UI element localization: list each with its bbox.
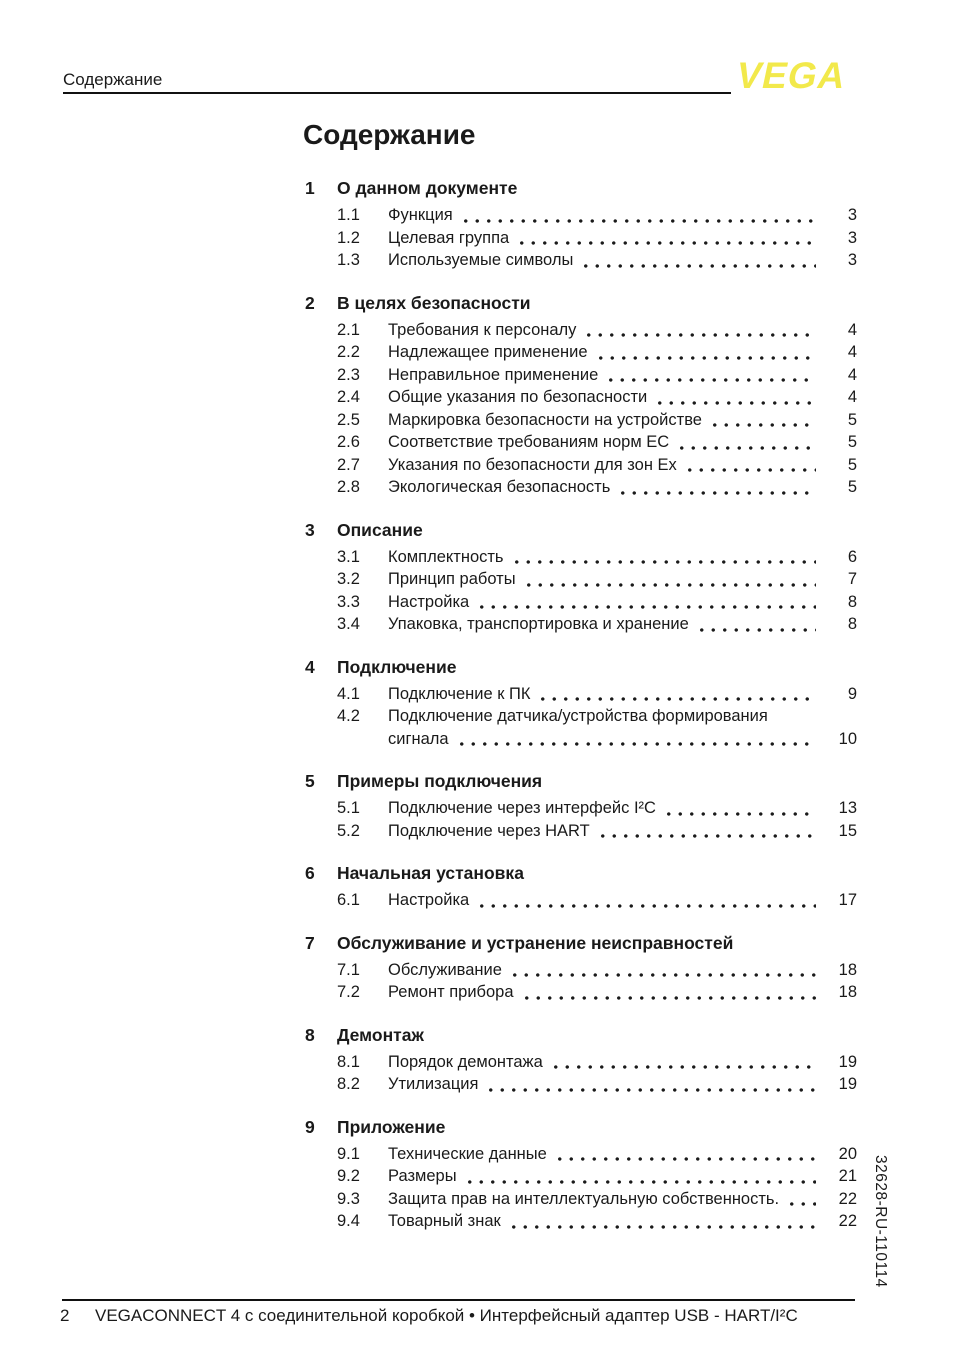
section-items: [305, 1051, 857, 1096]
toc-item-page: 3: [847, 228, 857, 247]
toc-section: [305, 520, 857, 636]
toc-item-title: Целевая группа: [388, 228, 510, 247]
toc-item-line: [388, 319, 857, 342]
toc-item-page: 18: [838, 983, 857, 1001]
toc-item[interactable]: [305, 204, 857, 227]
toc-item-number: 8.1: [337, 1052, 360, 1071]
toc-item-page: 4: [847, 320, 857, 339]
toc-item-body: [388, 981, 857, 1004]
toc-item-number: 1.1: [337, 206, 360, 224]
toc-item-title: сигнала: [388, 729, 449, 748]
toc-item-body: [388, 1188, 857, 1211]
toc-item-page: 21: [838, 1167, 857, 1185]
dot-leader: [615, 483, 816, 499]
dot-leader: [652, 393, 816, 409]
toc-item-number: 9.4: [337, 1212, 360, 1230]
toc-item[interactable]: [305, 386, 857, 409]
toc-item-line: [388, 705, 857, 728]
toc-section-heading[interactable]: [305, 657, 857, 677]
section-items: [305, 889, 857, 912]
toc-item-number: 5.2: [337, 821, 360, 840]
toc-item-title: Указания по безопасности для зон Ex: [388, 455, 677, 474]
section-number: 7: [305, 932, 315, 953]
toc-item-title: Защита прав на интеллектуальную собственность.: [388, 1189, 780, 1208]
toc-item-number: 7.1: [337, 960, 360, 979]
toc-item-line: [388, 1188, 857, 1211]
toc-item-number: 2.7: [337, 455, 360, 474]
toc-item[interactable]: [305, 683, 857, 706]
toc-item-body: [388, 476, 857, 499]
dot-leader: [514, 233, 816, 249]
toc-item-body: [388, 386, 857, 409]
toc-item-number: 9.2: [337, 1167, 360, 1185]
dot-leader: [507, 965, 816, 981]
toc-item-title: Общие указания по безопасности: [388, 388, 648, 406]
toc-item[interactable]: [305, 591, 857, 614]
toc-section-heading[interactable]: [305, 178, 857, 198]
toc-item-page: 6: [847, 547, 857, 566]
toc-item-number: 7.2: [337, 983, 360, 1001]
section-items: [305, 204, 857, 272]
section-number: 4: [305, 656, 315, 677]
section-title: Начальная установка: [337, 863, 524, 883]
section-number: 6: [305, 863, 315, 883]
toc-item-number: 3.1: [337, 547, 360, 566]
toc-item-body: [388, 319, 857, 342]
toc-item-title: Соответствие требованиям норм ЕС: [388, 433, 670, 451]
toc-item[interactable]: [305, 341, 857, 364]
toc-item[interactable]: [305, 454, 857, 477]
dot-leader: [506, 1217, 816, 1233]
running-header: Содержание: [63, 70, 163, 89]
toc-item-page: 19: [838, 1052, 857, 1071]
toc-item-page: 20: [838, 1144, 857, 1163]
toc-item-page: 3: [847, 251, 857, 269]
dot-leader: [521, 575, 816, 591]
dot-leader: [552, 1149, 816, 1165]
toc-item-body: [388, 797, 857, 820]
toc-item[interactable]: [305, 364, 857, 387]
toc-item-body: [388, 1210, 857, 1233]
toc-item-line: [388, 386, 857, 409]
toc-item-line: [388, 227, 857, 250]
toc-item-body: [388, 546, 857, 569]
toc-item[interactable]: [305, 1210, 857, 1233]
toc-item-body: [388, 249, 857, 272]
toc-item[interactable]: [305, 959, 857, 982]
toc-item[interactable]: [305, 820, 857, 843]
toc-item-number: 2.1: [337, 320, 360, 339]
header-rule: [63, 92, 731, 94]
toc-item-page: 5: [847, 478, 857, 496]
toc-item-page: 19: [838, 1075, 857, 1093]
toc-item-line: [388, 1165, 857, 1188]
toc-item[interactable]: [305, 705, 857, 750]
toc-item-title: Порядок демонтажа: [388, 1052, 543, 1071]
toc-item-number: 9.1: [337, 1144, 360, 1163]
section-number: 3: [305, 519, 315, 540]
toc-item-line: [388, 1210, 857, 1233]
dot-leader: [535, 689, 816, 705]
section-items: [305, 959, 857, 1004]
dot-leader: [454, 734, 816, 750]
vega-logo: VEGA: [732, 55, 851, 96]
toc-section: [305, 293, 857, 499]
footer-page-number: 2: [60, 1306, 70, 1325]
toc-item-line: [388, 546, 857, 569]
section-title: Обслуживание и устранение неисправностей: [337, 932, 734, 953]
toc-item-body: [388, 568, 857, 591]
toc-item-line: [388, 341, 857, 364]
toc-item-number: 2.8: [337, 478, 360, 496]
dot-leader: [603, 370, 816, 386]
dot-leader: [462, 1172, 816, 1188]
section-title: Примеры подключения: [337, 771, 543, 791]
toc-item[interactable]: [305, 1165, 857, 1188]
toc-item-title: Настройка: [388, 592, 470, 611]
toc-item-body: [388, 820, 857, 843]
toc-item[interactable]: [305, 319, 857, 342]
toc-item-number: 5.1: [337, 799, 360, 817]
section-number: 9: [305, 1116, 315, 1137]
toc-item-page: 13: [838, 799, 857, 817]
toc-section-heading[interactable]: [305, 771, 857, 791]
toc-item[interactable]: [305, 1143, 857, 1166]
toc-item[interactable]: [305, 227, 857, 250]
toc-item-number: 9.3: [337, 1189, 360, 1208]
dot-leader: [483, 1080, 816, 1096]
toc-item-page: 10: [838, 729, 857, 748]
section-number: 5: [305, 771, 315, 791]
toc-item[interactable]: [305, 797, 857, 820]
toc-item-title: Ремонт прибора: [388, 983, 514, 1001]
toc-item-line: [388, 1143, 857, 1166]
toc-item-body: [388, 889, 857, 912]
toc-item-title: Подключение датчика/устройства формирования: [388, 707, 768, 725]
toc-item-body: [388, 591, 857, 614]
toc-item-title: Функция: [388, 206, 453, 224]
toc-item-line: [388, 613, 857, 636]
toc-item-title: Принцип работы: [388, 570, 516, 588]
dot-leader: [519, 988, 816, 1004]
toc-item-page: 8: [847, 615, 857, 633]
toc-item-number: 2.4: [337, 388, 360, 406]
toc-section-heading[interactable]: [305, 1117, 857, 1137]
toc-item[interactable]: [305, 889, 857, 912]
dot-leader: [661, 804, 816, 820]
toc-item-body: [388, 683, 857, 706]
toc-item-page: 5: [847, 433, 857, 451]
section-title: Демонтаж: [337, 1024, 424, 1045]
toc-item-number: 2.2: [337, 343, 360, 361]
toc-item-page: 8: [847, 592, 857, 611]
toc-item-number: 2.3: [337, 365, 360, 384]
toc-item[interactable]: [305, 1051, 857, 1074]
section-number: 8: [305, 1024, 315, 1045]
toc-item-body: [388, 1143, 857, 1166]
dot-leader: [474, 896, 816, 912]
toc-item-line: [388, 1051, 857, 1074]
toc-item-title: Утилизация: [388, 1075, 479, 1093]
toc-section: [305, 863, 857, 912]
toc-item[interactable]: [305, 476, 857, 499]
toc-item-number: 6.1: [337, 891, 360, 909]
toc-item-number: 3.3: [337, 592, 360, 611]
toc-section: [305, 657, 857, 751]
toc-item-number: 4.2: [337, 707, 360, 725]
toc-item-page: 7: [847, 570, 857, 588]
toc-item-title: Товарный знак: [388, 1212, 501, 1230]
toc-item-title: Подключение к ПК: [388, 684, 531, 703]
toc-item-body: [388, 959, 857, 982]
toc-item-body: [388, 204, 857, 227]
toc-section: [305, 933, 857, 1004]
toc-item-body: [388, 454, 857, 477]
section-items: [305, 683, 857, 751]
toc-item-line: [388, 204, 857, 227]
toc-item-body: [388, 409, 857, 432]
dot-leader: [578, 256, 816, 272]
footer-text: VEGACONNECT 4 с соединительной коробкой • Интерфейсный адаптер USB - HART/I²C: [95, 1306, 798, 1325]
section-title: Подключение: [337, 656, 457, 677]
toc-item-line: [388, 797, 857, 820]
footer-rule: [62, 1299, 855, 1301]
toc-item-title: Используемые символы: [388, 251, 574, 269]
section-items: [305, 1143, 857, 1233]
section-title: Описание: [337, 519, 423, 540]
toc-item-page: 17: [838, 891, 857, 909]
section-title: Приложение: [337, 1116, 446, 1137]
toc-item[interactable]: [305, 613, 857, 636]
toc-item-title: Обслуживание: [388, 960, 502, 979]
dot-leader: [674, 438, 816, 454]
toc-section-heading[interactable]: [305, 1025, 857, 1045]
toc-item-number: 2.6: [337, 433, 360, 451]
dot-leader: [581, 325, 816, 341]
dot-leader: [707, 415, 816, 431]
toc-item-body: [388, 431, 857, 454]
dot-leader: [784, 1194, 816, 1210]
toc-item[interactable]: [305, 546, 857, 569]
toc-item[interactable]: [305, 568, 857, 591]
toc-item-title: Неправильное применение: [388, 365, 599, 384]
toc-section-heading[interactable]: [305, 520, 857, 540]
toc-item-page: 22: [838, 1189, 857, 1208]
toc-item-title: Маркировка безопасности на устройстве: [388, 410, 702, 429]
toc-item-title: Надлежащее применение: [388, 343, 588, 361]
toc-item-page: 4: [847, 388, 857, 406]
toc-item-line: [388, 728, 857, 751]
toc-item-page: 4: [847, 365, 857, 384]
toc-item-page: 4: [847, 343, 857, 361]
toc-item-body: [388, 341, 857, 364]
toc-item[interactable]: [305, 1188, 857, 1211]
toc-item-body: [388, 364, 857, 387]
toc-item-line: [388, 568, 857, 591]
toc-item-page: 15: [838, 821, 857, 840]
toc-item[interactable]: [305, 409, 857, 432]
toc: [305, 157, 857, 1233]
toc-section-heading[interactable]: [305, 293, 857, 313]
toc-item-number: 3.2: [337, 570, 360, 588]
dot-leader: [595, 826, 816, 842]
toc-item-number: 1.3: [337, 251, 360, 269]
toc-item-line: [388, 409, 857, 432]
toc-item[interactable]: [305, 249, 857, 272]
toc-item-title: Размеры: [388, 1167, 457, 1185]
section-number: 2: [305, 292, 315, 313]
section-number: 1: [305, 178, 315, 198]
toc-item-line: [388, 981, 857, 1004]
toc-item-body: [388, 1073, 857, 1096]
toc-section: [305, 178, 857, 272]
toc-item[interactable]: [305, 431, 857, 454]
toc-item-page: 5: [847, 455, 857, 474]
toc-section-heading[interactable]: [305, 933, 857, 953]
toc-item-body: [388, 1051, 857, 1074]
dot-leader: [509, 552, 816, 568]
toc-item-line: [388, 959, 857, 982]
dot-leader: [548, 1057, 816, 1073]
section-title: О данном документе: [337, 178, 518, 198]
toc-item-line: [388, 683, 857, 706]
toc-item-body: [388, 613, 857, 636]
toc-item-page: 22: [838, 1212, 857, 1230]
toc-section: [305, 1025, 857, 1096]
toc-item-line: [388, 820, 857, 843]
toc-item-line: [388, 454, 857, 477]
toc-item-line: [388, 431, 857, 454]
toc-item[interactable]: [305, 981, 857, 1004]
toc-section: [305, 1117, 857, 1233]
page-title: Содержание: [303, 119, 476, 150]
toc-item-title: Комплектность: [388, 547, 504, 566]
toc-item-title: Подключение через интерфейс I²C: [388, 799, 656, 817]
toc-item-title: Упаковка, транспортировка и хранение: [388, 615, 689, 633]
toc-item-body: [388, 227, 857, 250]
toc-item-title: Подключение через HART: [388, 821, 590, 840]
toc-item-page: 3: [847, 206, 857, 224]
toc-item-title: Технические данные: [388, 1144, 547, 1163]
toc-item-body: [388, 1165, 857, 1188]
toc-item-number: 3.4: [337, 615, 360, 633]
toc-item[interactable]: [305, 1073, 857, 1096]
doc-number: 32628-RU-110114: [872, 1155, 889, 1288]
dot-leader: [694, 620, 816, 636]
toc-item-line: [388, 364, 857, 387]
toc-item-line: [388, 889, 857, 912]
section-items: [305, 546, 857, 636]
toc-item-number: 8.2: [337, 1075, 360, 1093]
dot-leader: [458, 211, 816, 227]
toc-item-number: 1.2: [337, 228, 360, 247]
toc-item-page: 9: [847, 684, 857, 703]
toc-item-page: 5: [847, 410, 857, 429]
section-items: [305, 797, 857, 842]
toc-item-number: 4.1: [337, 684, 360, 703]
toc-item-page: 18: [838, 960, 857, 979]
toc-item-number: 2.5: [337, 410, 360, 429]
dot-leader: [682, 460, 816, 476]
toc-item-line: [388, 476, 857, 499]
toc-item-line: [388, 591, 857, 614]
toc-item-body: [388, 705, 857, 750]
toc-item-title: Экологическая безопасность: [388, 478, 611, 496]
toc-section-heading[interactable]: [305, 863, 857, 883]
dot-leader: [474, 597, 816, 613]
toc-item-line: [388, 1073, 857, 1096]
toc-item-title: Требования к персоналу: [388, 320, 577, 339]
dot-leader: [593, 348, 816, 364]
toc-item-line: [388, 249, 857, 272]
toc-item-title: Настройка: [388, 891, 470, 909]
section-title: В целях безопасности: [337, 292, 531, 313]
toc-section: [305, 771, 857, 842]
section-items: [305, 319, 857, 499]
